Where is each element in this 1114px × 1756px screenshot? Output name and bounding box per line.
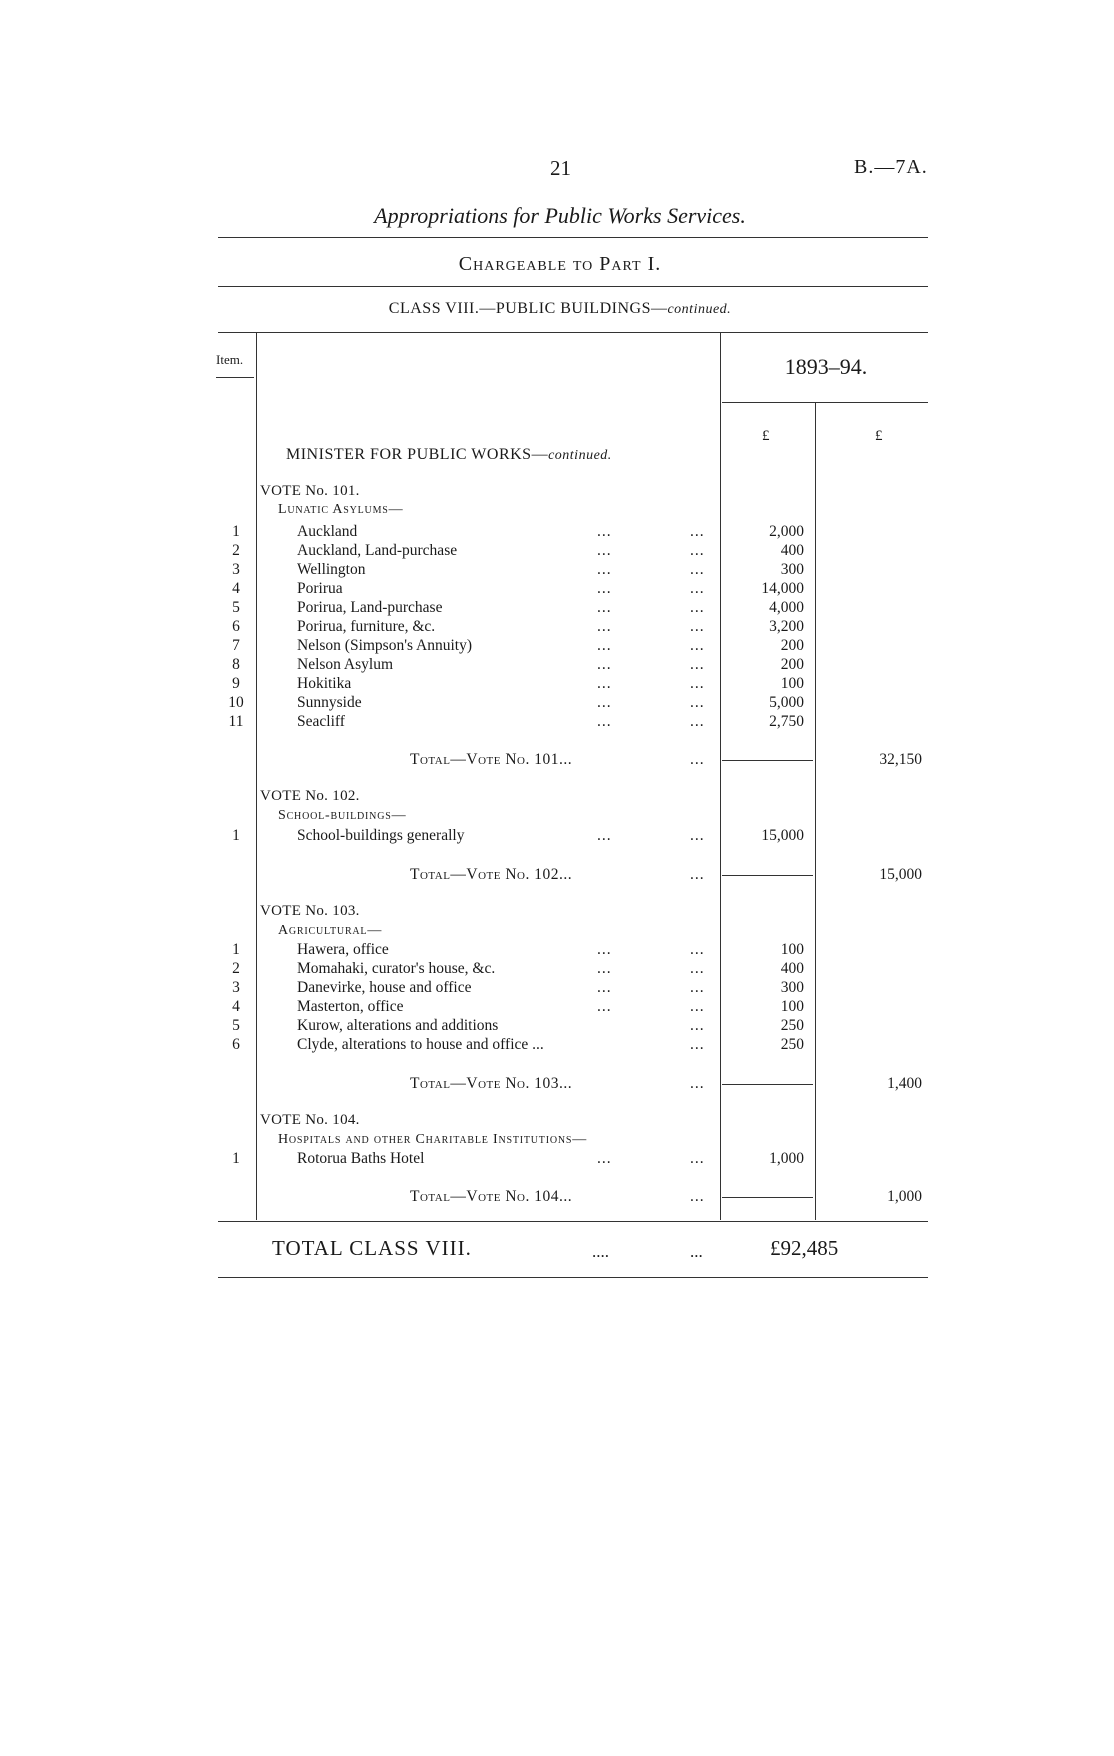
- minister-heading-suffix: continued.: [548, 448, 612, 463]
- pound-column-2: £: [875, 428, 883, 444]
- item-amount: 14,000: [761, 580, 804, 597]
- vote-subheading: Lunatic Asylums—: [278, 502, 404, 517]
- table-row: [0, 1035, 1114, 1054]
- vote-heading-row: [0, 1111, 1114, 1130]
- item-header-underline: [216, 377, 254, 378]
- item-amount: 100: [780, 998, 804, 1015]
- item-number: 9: [232, 675, 240, 692]
- leader-dots: ...: [690, 1017, 705, 1034]
- item-number: 5: [232, 1017, 240, 1034]
- leader-dots: ...: [690, 523, 705, 540]
- vote-total-label: Total—Vote No. 101...: [410, 751, 573, 768]
- year-header-rule: [722, 402, 928, 403]
- pound-column-1: £: [762, 428, 770, 444]
- leader-dots: ...: [597, 694, 612, 711]
- item-number: 2: [232, 542, 240, 559]
- item-column-header: Item.: [216, 352, 244, 367]
- leader-dots: ...: [597, 827, 612, 844]
- item-number: 8: [232, 656, 240, 673]
- item-label: Seacliff: [297, 713, 345, 730]
- vote-heading: VOTE No. 101.: [260, 483, 360, 499]
- item-amount: 4,000: [769, 599, 804, 616]
- item-number: 6: [232, 618, 240, 635]
- leader-dots: ...: [690, 542, 705, 559]
- class-heading-suffix: continued.: [667, 302, 732, 317]
- item-number: 10: [228, 694, 244, 711]
- item-label: Nelson (Simpson's Annuity): [297, 637, 473, 654]
- item-number: 1: [232, 523, 240, 540]
- item-amount: 1,000: [769, 1150, 804, 1167]
- vote-subheading-row: [0, 1130, 1114, 1149]
- vote-total-row: [0, 749, 1114, 771]
- vote-total-amount: 1,000: [887, 1188, 922, 1205]
- leader-dots: ...: [597, 960, 612, 977]
- class-heading-main: CLASS VIII.—PUBLIC BUILDINGS—: [388, 300, 668, 317]
- table-row: [0, 997, 1114, 1016]
- item-number: 4: [232, 580, 240, 597]
- leader-dots: ...: [690, 1075, 705, 1092]
- table-row: [0, 940, 1114, 959]
- vote-heading-row: [0, 902, 1114, 921]
- chargeable-heading: Chargeable to Part I.: [458, 253, 662, 275]
- leader-dots: ...: [597, 656, 612, 673]
- leader-dots: ...: [690, 751, 705, 768]
- total-dash: [722, 1084, 813, 1085]
- item-number: 11: [228, 713, 244, 730]
- item-amount: 300: [780, 561, 804, 578]
- grand-total-amount: £92,485: [770, 1236, 839, 1260]
- minister-heading-main: MINISTER FOR PUBLIC WORKS—: [286, 446, 549, 463]
- page-number: 21: [550, 156, 571, 180]
- item-amount: 200: [780, 637, 804, 654]
- item-label: Porirua, Land-purchase: [297, 599, 443, 616]
- rule-class: [218, 332, 928, 333]
- leader-dots: ...: [690, 675, 705, 692]
- leader-dots: ...: [597, 599, 612, 616]
- leader-dots: ...: [690, 599, 705, 616]
- vote-total-row: [0, 1186, 1114, 1208]
- leader-dots: ...: [690, 979, 705, 996]
- leader-dots: ...: [597, 1150, 612, 1167]
- grand-total-label: TOTAL CLASS VIII.: [272, 1236, 472, 1260]
- vote-subheading-row: [0, 806, 1114, 825]
- vote-total-label: Total—Vote No. 104...: [410, 1188, 573, 1205]
- item-amount: 200: [780, 656, 804, 673]
- leader-dots: ...: [690, 580, 705, 597]
- item-label: Danevirke, house and office: [297, 979, 472, 996]
- leader-dots: ...: [690, 713, 705, 730]
- vote-total-amount: 32,150: [879, 751, 922, 768]
- vote-subheading-row: [0, 500, 1114, 519]
- item-number: 1: [232, 827, 240, 844]
- leader-dots: ...: [597, 523, 612, 540]
- rule-title: [218, 237, 928, 238]
- vote-heading: VOTE No. 102.: [260, 788, 360, 804]
- item-amount: 2,000: [769, 523, 804, 540]
- item-label: Masterton, office: [297, 998, 404, 1015]
- rule-chargeable: [218, 286, 928, 287]
- leader-dots: ...: [597, 941, 612, 958]
- leader-dots: ...: [597, 637, 612, 654]
- table-row: [0, 826, 1114, 845]
- item-number: 1: [232, 941, 240, 958]
- vote-heading-row: [0, 787, 1114, 806]
- item-amount: 250: [780, 1036, 804, 1053]
- leader-dots: ...: [690, 941, 705, 958]
- vote-heading-row: [0, 482, 1114, 501]
- grand-total-dots: ....: [592, 1242, 609, 1261]
- vote-total-amount: 15,000: [879, 866, 922, 883]
- table-row: [0, 522, 1114, 541]
- item-amount: 400: [780, 960, 804, 977]
- table-row: [0, 1016, 1114, 1035]
- total-dash: [722, 875, 813, 876]
- item-amount: 100: [780, 941, 804, 958]
- year-column-header: 1893–94.: [784, 354, 868, 379]
- vote-subheading: School-buildings—: [278, 808, 407, 823]
- item-amount: 2,750: [769, 713, 804, 730]
- leader-dots: ...: [597, 542, 612, 559]
- table-row: [0, 978, 1114, 997]
- table-row: [0, 598, 1114, 617]
- leader-dots: ...: [690, 827, 705, 844]
- vote-subheading: Agricultural—: [278, 923, 383, 938]
- vote-subheading-row: [0, 921, 1114, 940]
- total-dash: [722, 760, 813, 761]
- rule-before-grand-total: [218, 1221, 928, 1222]
- item-number: 3: [232, 561, 240, 578]
- rule-after-grand-total: [218, 1277, 928, 1278]
- item-amount: 5,000: [769, 694, 804, 711]
- table-row: [0, 579, 1114, 598]
- item-number: 4: [232, 998, 240, 1015]
- item-label: Porirua, furniture, &c.: [297, 618, 436, 635]
- item-label: Auckland, Land-purchase: [297, 542, 458, 559]
- grand-total-dots: ...: [690, 1242, 703, 1261]
- vote-total-row: [0, 864, 1114, 886]
- table-row: [0, 712, 1114, 731]
- item-number: 6: [232, 1036, 240, 1053]
- vote-heading: VOTE No. 104.: [260, 1112, 360, 1128]
- item-number: 5: [232, 599, 240, 616]
- total-dash: [722, 1197, 813, 1198]
- item-label: Rotorua Baths Hotel: [297, 1150, 425, 1167]
- leader-dots: ...: [597, 580, 612, 597]
- table-row: [0, 560, 1114, 579]
- item-label: Momahaki, curator's house, &c.: [297, 960, 496, 977]
- item-label: Hawera, office: [297, 941, 389, 958]
- leader-dots: ...: [690, 866, 705, 883]
- item-number: 2: [232, 960, 240, 977]
- item-label: Hokitika: [297, 675, 352, 692]
- item-amount: 100: [780, 675, 804, 692]
- item-label: Sunnyside: [297, 694, 362, 711]
- item-number: 7: [232, 637, 240, 654]
- leader-dots: ...: [597, 998, 612, 1015]
- leader-dots: ...: [597, 979, 612, 996]
- table-row: [0, 636, 1114, 655]
- item-amount: 300: [780, 979, 804, 996]
- item-label: Wellington: [297, 561, 366, 578]
- item-label: Auckland: [297, 523, 358, 540]
- leader-dots: ...: [597, 675, 612, 692]
- item-amount: 250: [780, 1017, 804, 1034]
- leader-dots: ...: [690, 561, 705, 578]
- leader-dots: ...: [690, 656, 705, 673]
- vote-heading: VOTE No. 103.: [260, 903, 360, 919]
- item-number: 3: [232, 979, 240, 996]
- item-label: School-buildings generally: [297, 827, 465, 844]
- item-label: Clyde, alterations to house and office ...: [297, 1036, 544, 1053]
- vote-total-label: Total—Vote No. 102...: [410, 866, 573, 883]
- item-amount: 400: [780, 542, 804, 559]
- vote-total-label: Total—Vote No. 103...: [410, 1075, 573, 1092]
- vote-subheading: Hospitals and other Charitable Institutions—: [278, 1132, 588, 1147]
- page-title: Appropriations for Public Works Services.: [374, 203, 746, 228]
- leader-dots: ...: [690, 618, 705, 635]
- vote-total-row: [0, 1073, 1114, 1095]
- leader-dots: ...: [690, 1036, 705, 1053]
- leader-dots: ...: [690, 637, 705, 654]
- class-heading: [220, 300, 900, 318]
- table-row: [0, 541, 1114, 560]
- table-row: [0, 1149, 1114, 1168]
- table-row: [0, 655, 1114, 674]
- table-row: [0, 674, 1114, 693]
- vote-total-amount: 1,400: [887, 1075, 922, 1092]
- item-number: 1: [232, 1150, 240, 1167]
- leader-dots: ...: [597, 561, 612, 578]
- leader-dots: ...: [690, 998, 705, 1015]
- table-row: [0, 693, 1114, 712]
- document-reference: B.—7A.: [854, 156, 928, 178]
- leader-dots: ...: [690, 1188, 705, 1205]
- item-label: Kurow, alterations and additions: [297, 1017, 499, 1034]
- table-row: [0, 959, 1114, 978]
- leader-dots: ...: [690, 1150, 705, 1167]
- leader-dots: ...: [597, 713, 612, 730]
- leader-dots: ...: [690, 960, 705, 977]
- item-label: Porirua: [297, 580, 343, 597]
- minister-heading: [286, 446, 612, 464]
- item-amount: 15,000: [761, 827, 804, 844]
- table-row: [0, 617, 1114, 636]
- leader-dots: ...: [690, 694, 705, 711]
- item-label: Nelson Asylum: [297, 656, 394, 673]
- item-amount: 3,200: [769, 618, 804, 635]
- leader-dots: ...: [597, 618, 612, 635]
